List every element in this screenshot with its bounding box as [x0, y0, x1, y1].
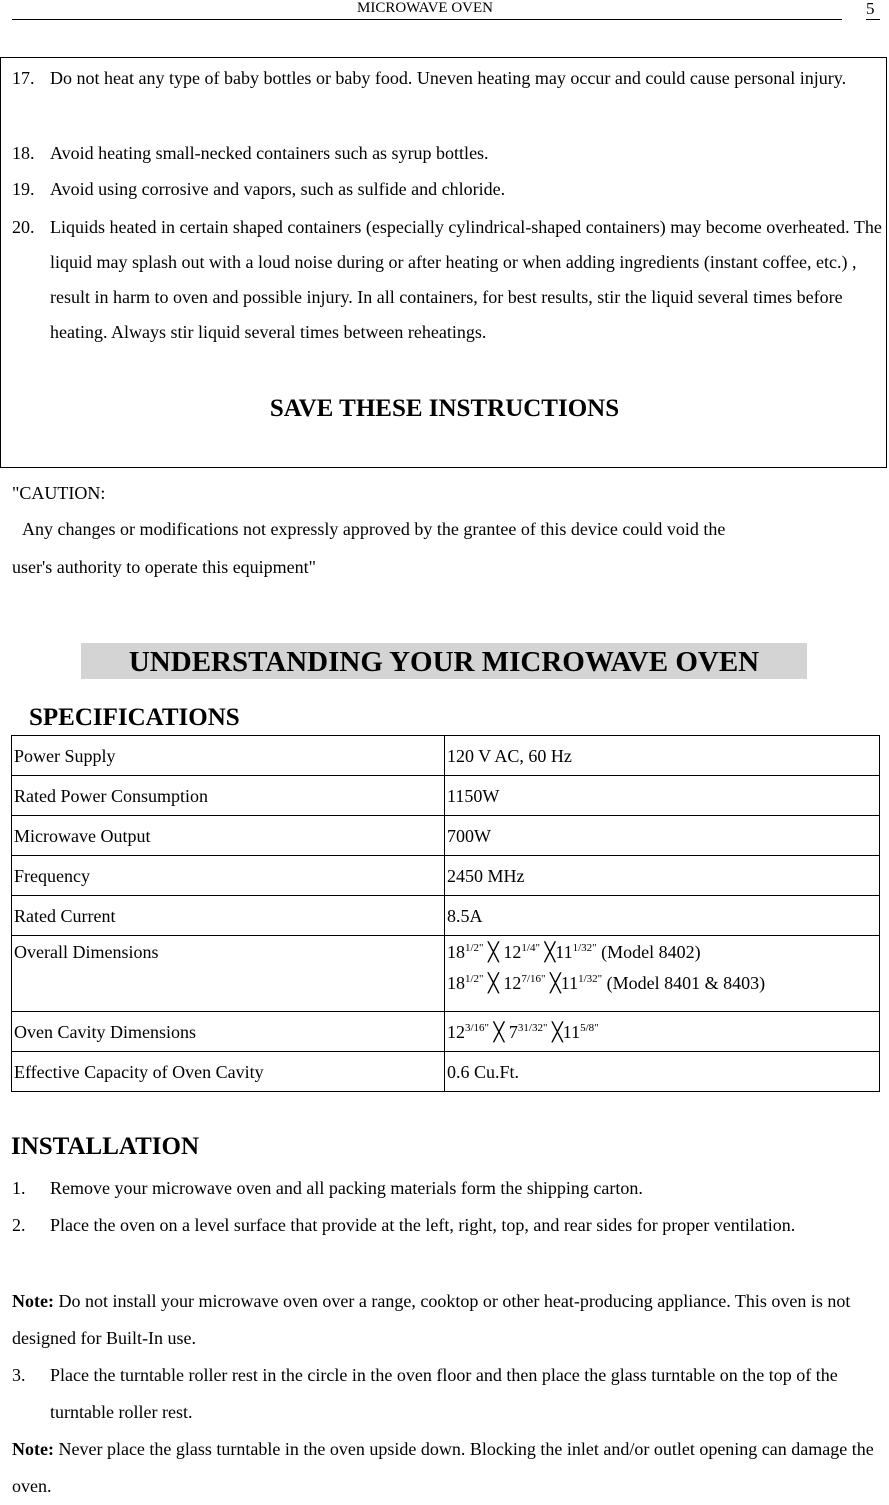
list-item-number: 2. — [12, 1215, 26, 1235]
note-text: Never place the glass turntable in the oven upside down. Blocking the inlet and/or outlet opening can damage the oven. — [12, 1439, 874, 1496]
list-item-text: Remove your microwave oven and all packing materials form the shipping carton. — [50, 1178, 643, 1198]
safety-item-19 — [12, 172, 882, 207]
safety-item-20 — [12, 210, 882, 350]
spec-value-cavity-dimensions: $12^{3/16"}$ ╳ $7^{31/32"}$ $╳11^{5/8"}$ — [445, 1012, 880, 1052]
list-item-number: 3. — [12, 1365, 26, 1385]
table-row-cavity-dimensions — [12, 1012, 880, 1052]
table-row — [12, 896, 880, 936]
caution-line-1: Any changes or modifications not expressly approved by the grantee of this device could void the — [22, 519, 726, 539]
spec-value: 2450 MHz — [445, 856, 880, 896]
spec-value-overall-dimensions — [445, 936, 880, 1012]
safety-item-18 — [12, 136, 882, 171]
spec-label: Overall Dimensions — [12, 936, 445, 1012]
spec-label: Power Supply — [12, 736, 445, 776]
safety-item-text: Avoid heating small-necked containers such as syrup bottles. — [50, 143, 489, 163]
times-symbol: ╳ — [551, 1021, 563, 1042]
caution-line-2: user's authority to operate this equipment" — [12, 557, 317, 577]
page-number: 5 — [866, 0, 875, 18]
note-label: Note: — [12, 1439, 54, 1459]
installation-item-2 — [12, 1207, 880, 1244]
safety-item-number: 17. — [12, 68, 35, 88]
times-symbol: ╳ — [493, 1021, 505, 1042]
safety-item-number: 20. — [12, 217, 35, 237]
caution-title: "CAUTION: — [12, 483, 106, 503]
spec-value: 1150W — [445, 776, 880, 816]
note-text: Do not install your microwave oven over a range, cooktop or other heat-producing appliance. This oven is not designed for Built-In use. — [12, 1291, 851, 1348]
safety-item-number: 19. — [12, 179, 35, 199]
list-item-text: Place the turntable roller rest in the circle in the oven floor and then place the glass turntable on the top of the turntable roller rest. — [50, 1365, 838, 1422]
installation-note-2 — [12, 1431, 880, 1505]
spec-label: Effective Capacity of Oven Cavity — [12, 1052, 445, 1092]
save-instructions-heading: SAVE THESE INSTRUCTIONS — [269, 395, 620, 422]
table-row — [12, 776, 880, 816]
overall-dimensions-line-2: $18^{1/2"}$ ╳ $12^{7/16"}$ $╳11^{1/32"}$ (Model 8401 & 8403) — [447, 973, 766, 993]
specifications-heading: SPECIFICATIONS — [29, 704, 240, 731]
page-header-title: MICROWAVE OVEN — [357, 0, 493, 16]
times-symbol: ╳ — [549, 973, 561, 993]
specifications-table — [11, 735, 880, 1092]
spec-label: Rated Current — [12, 896, 445, 936]
spec-label: Microwave Output — [12, 816, 445, 856]
model-label: (Model 8402) — [601, 942, 701, 962]
header-rule — [12, 19, 842, 20]
spec-label: Rated Power Consumption — [12, 776, 445, 816]
spec-value: 8.5A — [445, 896, 880, 936]
safety-item-text: Do not heat any type of baby bottles or baby food. Uneven heating may occur and could cause personal injury. — [50, 68, 847, 88]
safety-item-17 — [12, 61, 882, 96]
safety-item-number: 18. — [12, 143, 35, 163]
list-item-text: Place the oven on a level surface that provide at the left, right, top, and rear sides for proper ventilation. — [50, 1215, 796, 1235]
installation-item-3 — [12, 1357, 880, 1431]
spec-value: 0.6 Cu.Ft. — [445, 1052, 880, 1092]
safety-item-text: Avoid using corrosive and vapors, such as sulfide and chloride. — [50, 179, 506, 199]
spec-label: Frequency — [12, 856, 445, 896]
installation-note-1 — [12, 1283, 880, 1357]
table-row — [12, 816, 880, 856]
spec-value: 120 V AC, 60 Hz — [445, 736, 880, 776]
spec-label: Oven Cavity Dimensions — [12, 1012, 445, 1052]
table-row — [12, 856, 880, 896]
model-label: (Model 8401 & 8403) — [606, 973, 766, 993]
overall-dimensions-line-1: $18^{1/2"}$ ╳ $12^{1/4"}$ $╳11^{1/32"}$ (Model 8402) — [447, 942, 701, 962]
times-symbol: ╳ — [544, 942, 556, 962]
table-row-overall-dimensions — [12, 936, 880, 1012]
installation-item-1 — [12, 1170, 880, 1207]
times-symbol: ╳ — [488, 942, 499, 962]
section-title: UNDERSTANDING YOUR MICROWAVE OVEN — [128, 646, 760, 678]
installation-heading: INSTALLATION — [11, 1133, 200, 1160]
list-item-number: 1. — [12, 1178, 26, 1198]
times-symbol: ╳ — [488, 973, 499, 993]
table-row — [12, 736, 880, 776]
page-number-rule — [866, 19, 880, 20]
table-row — [12, 1052, 880, 1092]
safety-item-text: Liquids heated in certain shaped containers (especially cylindrical-shaped containers) may become overheated. The liquid may splash out with a loud noise during or after heating or when adding ingredients (instant coffee, etc.) , result in harm to oven and possible injury. In all containers, for best results, stir the liquid several times before heating. Always stir liquid several times between reheatings. — [50, 217, 882, 342]
section-title-banner — [81, 643, 807, 679]
spec-value: 700W — [445, 816, 880, 856]
note-label: Note: — [12, 1291, 54, 1311]
